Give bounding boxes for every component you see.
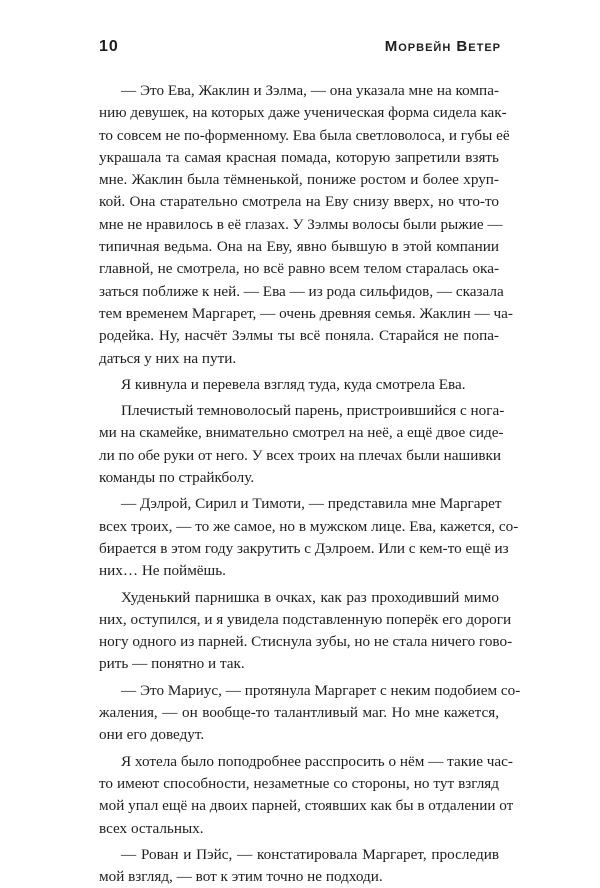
text-line: типичная ведьма. Она на Еву, явно бывшую в этой компании <box>99 238 499 256</box>
text-line: кой. Она старательно смотрела на Еву снизу вверх, но что-то <box>99 193 499 211</box>
text-line: бирается в этом году закрутить с Дэлроем. Или с кем-то ещё из <box>99 539 509 557</box>
text-line: главной, не смотрела, но всё равно всем телом старалась ока- <box>99 260 499 278</box>
text-line: — Дэлрой, Сирил и Тимоти, — представила мне Маргарет <box>121 495 502 513</box>
text-line: мне не нравилось в её глазах. У Зэлмы волосы были рыжие — <box>99 215 503 233</box>
text-line: мой взгляд, — вот к этим точно не подходи. <box>99 868 383 886</box>
text-line: они его доведут. <box>99 726 205 744</box>
running-title: Морвейн Ветер <box>384 38 501 55</box>
text-line: нию девушек, на которых даже ученическая форма сидела как- <box>99 104 507 122</box>
text-line: всех троих, — то же самое, но в мужском лице. Ева, кажется, со- <box>99 517 519 535</box>
text-line: жаления, — он вообще-то талантливый маг. Но мне кажется, <box>99 704 499 722</box>
text-line: ли по обе руки от него. У всех троих на плечах были нашивки <box>99 446 502 464</box>
text-body <box>99 80 521 888</box>
page-header <box>99 38 501 62</box>
text-line: мой упал ещё на двоих парней, стоявших как бы в отдалении от <box>99 797 514 815</box>
text-line: украшала та самая красная помада, которую запретили взять <box>99 148 499 166</box>
text-line: — Рован и Пэйс, — констатировала Маргарет, проследив <box>121 845 499 863</box>
page-number: 10 <box>99 38 119 55</box>
text-line: ми на скамейке, внимательно смотрел на неё, а ещё двое сиде- <box>99 424 504 442</box>
text-line: Я кивнула и перевела взгляд туда, куда смотрела Ева. <box>121 375 466 393</box>
text-line: Я хотела было поподробнее расспросить о нём — такие час- <box>121 752 513 770</box>
text-line: всех остальных. <box>99 819 204 837</box>
text-line: Худенький парнишка в очках, как раз проходивший мимо <box>121 588 499 606</box>
text-line: то имеют способности, незаметные со стороны, но тут взгляд <box>99 774 499 792</box>
text-line: команды по страйкболу. <box>99 469 255 487</box>
text-line: тем временем Маргарет, — очень древняя семья. Жаклин — ча- <box>99 304 513 322</box>
text-line: заться поближе к ней. — Ева — из рода сильфидов, — сказала <box>99 282 504 300</box>
text-line: рить — понятно и так. <box>99 655 245 673</box>
text-line: Плечистый темноволосый парень, пристроившийся с нога- <box>121 402 505 420</box>
text-line: — Это Мариус, — протянула Маргарет с неким подобием со- <box>121 681 521 699</box>
text-line: то совсем не по-форменному. Ева была светловолоса, и губы её <box>99 126 510 144</box>
text-line: родейка. Ну, насчёт Зэлмы ты всё поняла. Старайся не попа- <box>99 327 499 345</box>
text-line: — Это Ева, Жаклин и Зэлма, — она указала мне на компа- <box>121 82 499 99</box>
text-line: мне. Жаклин была тёмненькой, пониже ростом и более хруп- <box>99 171 499 189</box>
text-line: них, оступился, и я увидела подставленную поперёк его дороги <box>99 610 512 628</box>
text-line: ногу одного из парней. Стиснула зубы, но не стала ничего гово- <box>99 633 513 651</box>
text-line: даться у них на пути. <box>99 349 237 367</box>
text-line: них… Не поймёшь. <box>99 562 226 580</box>
